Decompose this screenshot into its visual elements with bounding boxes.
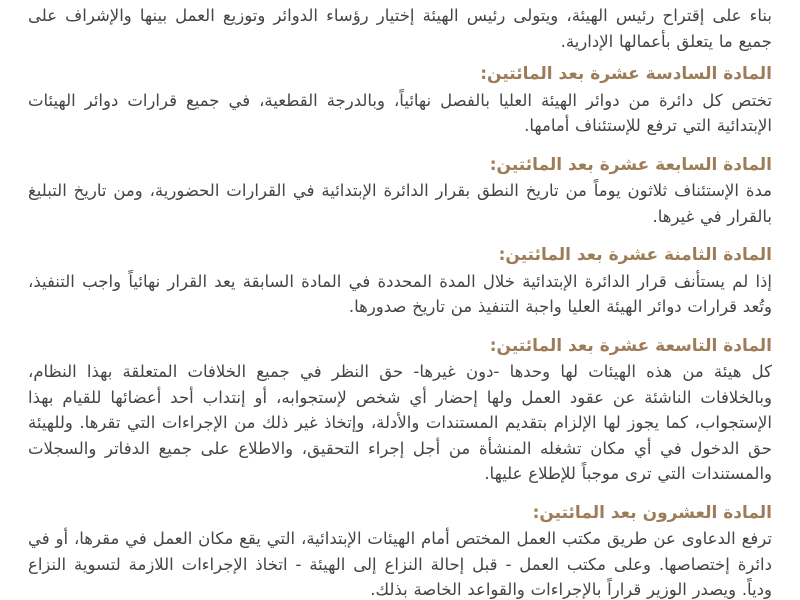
article-heading: المادة الثامنة عشرة بعد المائتين:	[498, 245, 772, 265]
article-body: مدة الإستئناف ثلاثون يوماً من تاريخ النطق بقرار الدائرة الإبتدائية في القرارات الحضورية، ومن تاريخ التبليغ بالقرار في غيرها.	[28, 181, 772, 226]
article-heading: المادة السابعة عشرة بعد المائتين:	[489, 154, 772, 175]
article-body: إذا لم يستأنف قرار الدائرة الإبتدائية خلال المدة المحددة في المادة السابقة يعد القرار نهائياً واجب التنفيذ، وتُعد قرارات دوائر الهيئة العليا واجبة التنفيذ من تاريخ صدورها.	[28, 271, 772, 316]
article-section-216	[28, 62, 772, 139]
article-heading: المادة العشرون بعد المائتين:	[532, 502, 772, 523]
article-heading: المادة التاسعة عشرة بعد المائتين:	[489, 335, 772, 356]
article-section-219	[28, 334, 772, 487]
article-heading: المادة السادسة عشرة بعد المائتين:	[480, 64, 772, 84]
article-body: ترفع الدعاوى عن طريق مكتب العمل المختص أمام الهيئات الإبتدائية، التي يقع مكان العمل في مقرها، أو في دائرة إختصاصها. وعلى مكتب العمل - قبل إحالة النزاع إلى الهيئة - اتخاذ الإجراءات اللازمة لتسوية النزاع ودياً. ويصدر الوزير قراراً بالإجراءات والقواعد الخاصة بذلك.	[28, 529, 772, 599]
article-section-220	[28, 501, 772, 600]
article-section-218	[28, 243, 772, 320]
article-section-217	[28, 153, 772, 230]
article-body: تختص كل دائرة من دوائر الهيئة العليا بالفصل نهائياً، وبالدرجة القطعية، في جميع قرارات دوائر الهيئات الإبتدائية التي ترفع للإستئناف أمامها.	[28, 90, 772, 135]
article-body: كل هيئة من هذه الهيئات لها وحدها -دون غيرها- حق النظر في جميع الخلافات المتعلقة بهذا النظام، وبالخلافات الناشئة عن عقود العمل ولها إحضار أي شخص لإستجوابه، أو إنتداب أحد أعضائها للقيام بهذا الإستجواب، كما يجوز لها الإلزام بتقديم المستندات والأدلة، وإتخاذ غير ذلك من الإجراءات التي تقرها. وللهيئة حق الدخول في أي مكان تشغله المنشأة من أجل إجراء التحقيق، والاطلاع على جميع الدفاتر والسجلات والمستندات التي ترى موجباً للإطلاع عليها.	[28, 362, 772, 483]
intro-paragraph: بناء على إقتراح رئيس الهيئة، ويتولى رئيس الهيئة إختيار رؤساء الدوائر وتوزيع العمل بينها والإشراف على جميع ما يتعلق بأعمالها الإدارية.	[28, 6, 772, 51]
